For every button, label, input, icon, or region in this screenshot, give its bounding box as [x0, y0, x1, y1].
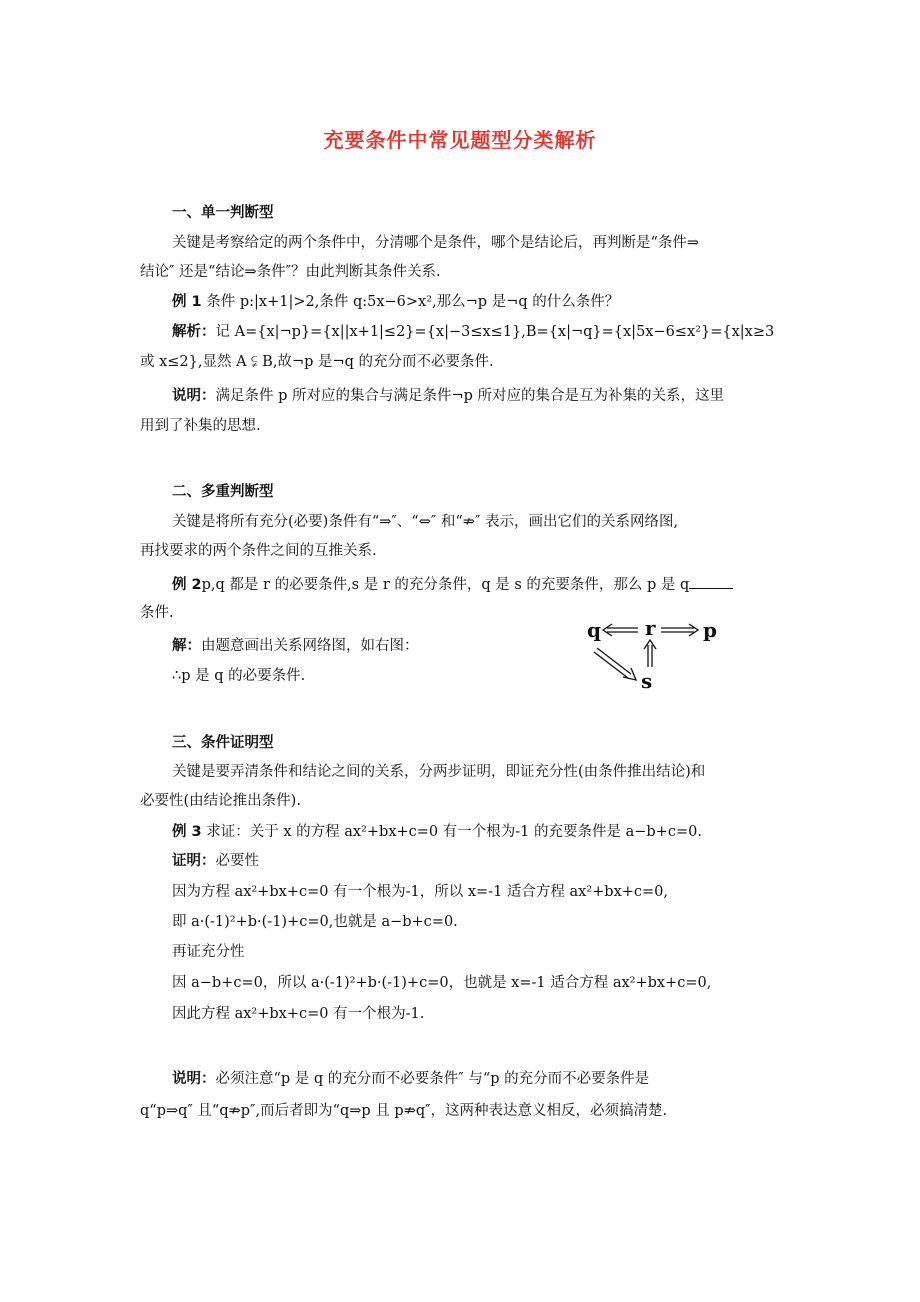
solution-2-text: 由题意画出关系网络图，如右图：: [201, 638, 419, 654]
example-3: [172, 822, 702, 842]
relation-diagram: [585, 615, 730, 695]
note-1-line-1: [172, 386, 724, 406]
proof-label: 证明：: [172, 853, 216, 869]
example-3-label: 例 3: [172, 824, 202, 840]
diagram-node-p: p: [703, 618, 717, 642]
note-3-line-2: q“p⇒q″ 且“q⇏p″,而后者即为“q⇒p 且 p⇏q″，这两种表达意义相反，必须搞清楚.: [140, 1103, 668, 1119]
solution-2-line-1: [172, 636, 419, 656]
solution-1-line-2: 或 x≤2},显然 A ⫋ B,故¬p 是¬q 的充分而不必要条件.: [140, 354, 494, 370]
example-1-label: 例 1: [172, 294, 202, 310]
arrow-r-to-q: [603, 624, 638, 636]
example-2-label: 例 2: [172, 577, 202, 593]
example-2: [172, 574, 733, 595]
diagram-node-s: s: [641, 669, 653, 693]
arrow-q-to-s: [594, 648, 636, 680]
proof-line-1: 因为方程 ax²+bx+c=0 有一个根为-1，所以 x=-1 适合方程 ax²+bx+c=0,: [172, 884, 669, 900]
example-1: [172, 292, 619, 312]
example-2-text: p,q 都是 r 的必要条件,s 是 r 的充分条件，q 是 s 的充要条件，那么 p 是 q: [201, 577, 690, 593]
proof-line-3: 再证充分性: [172, 944, 245, 960]
diagram-node-q: q: [587, 618, 601, 642]
proof-line-5: 因此方程 ax²+bx+c=0 有一个根为-1.: [172, 1006, 425, 1022]
example-3-text: 求证：关于 x 的方程 ax²+bx+c=0 有一个根为-1 的充要条件是 a−b+c=0.: [201, 824, 702, 840]
page-title: 充要条件中常见题型分类解析: [323, 128, 597, 152]
note-3-line-1: [172, 1069, 649, 1089]
solution-1-text: 记 A={x|¬p}={x||x+1|≤2}={x|−3≤x≤1},B={x|¬q}={x|5x−6≤x²}={x|x≥3: [215, 324, 775, 340]
sec1-intro-line-1: 关键是考察给定的两个条件中，分清哪个是条件，哪个是结论后，再判断是“条件⇒: [172, 235, 700, 251]
solution-1-line-1: [172, 322, 774, 342]
sec1-intro-line-2: 结论″ 还是“结论⇒条件″？由此判断其条件关系.: [140, 264, 441, 280]
note-1-line-2: 用到了补集的思想.: [140, 418, 261, 434]
section-3-heading: 三、条件证明型: [172, 735, 274, 751]
proof-line-2: 即 a·(-1)²+b·(-1)+c=0,也就是 a−b+c=0.: [172, 914, 458, 930]
solution-2-label: 解：: [172, 638, 201, 654]
example-1-text: 条件 p:|x+1|>2,条件 q:5x−6>x²,那么¬p 是¬q 的什么条件？: [201, 294, 620, 310]
arrow-s-to-r: [644, 640, 656, 667]
arrow-r-to-p: [661, 624, 698, 636]
sec2-intro-line-2: 再找要求的两个条件之间的互推关系.: [140, 543, 377, 559]
sec2-intro-line-1: 关键是将所有充分(必要)条件有“⇒″、“⇔″ 和“⇏″ 表示，画出它们的关系网络图,: [172, 514, 679, 530]
note-1-label: 说明：: [172, 388, 216, 404]
diagram-node-r: r: [645, 616, 656, 640]
example-2-line-2: 条件.: [140, 605, 174, 621]
solution-1-label: 解析：: [172, 324, 216, 340]
proof-heading: [172, 851, 259, 871]
note-3-label: 说明：: [172, 1071, 216, 1087]
proof-necessity: 必要性: [215, 853, 259, 869]
note-1-text: 满足条件 p 所对应的集合与满足条件¬p 所对应的集合是互为补集的关系，这里: [215, 388, 725, 404]
solution-2-line-2: ∴p 是 q 的必要条件.: [172, 668, 306, 684]
answer-blank[interactable]: [689, 574, 733, 589]
section-2-heading: 二、多重判断型: [172, 484, 274, 500]
sec3-intro-line-1: 关键是要弄清条件和结论之间的关系，分两步证明，即证充分性(由条件推出结论)和: [172, 764, 706, 780]
sec3-intro-line-2: 必要性(由结论推出条件).: [140, 793, 301, 809]
proof-line-4: 因 a−b+c=0，所以 a·(-1)²+b·(-1)+c=0，也就是 x=-1 适合方程 ax²+bx+c=0,: [172, 975, 712, 991]
note-3-text: 必须注意“p 是 q 的充分而不必要条件″ 与“p 的充分而不必要条件是: [215, 1071, 650, 1087]
section-1-heading: 一、单一判断型: [172, 205, 274, 221]
